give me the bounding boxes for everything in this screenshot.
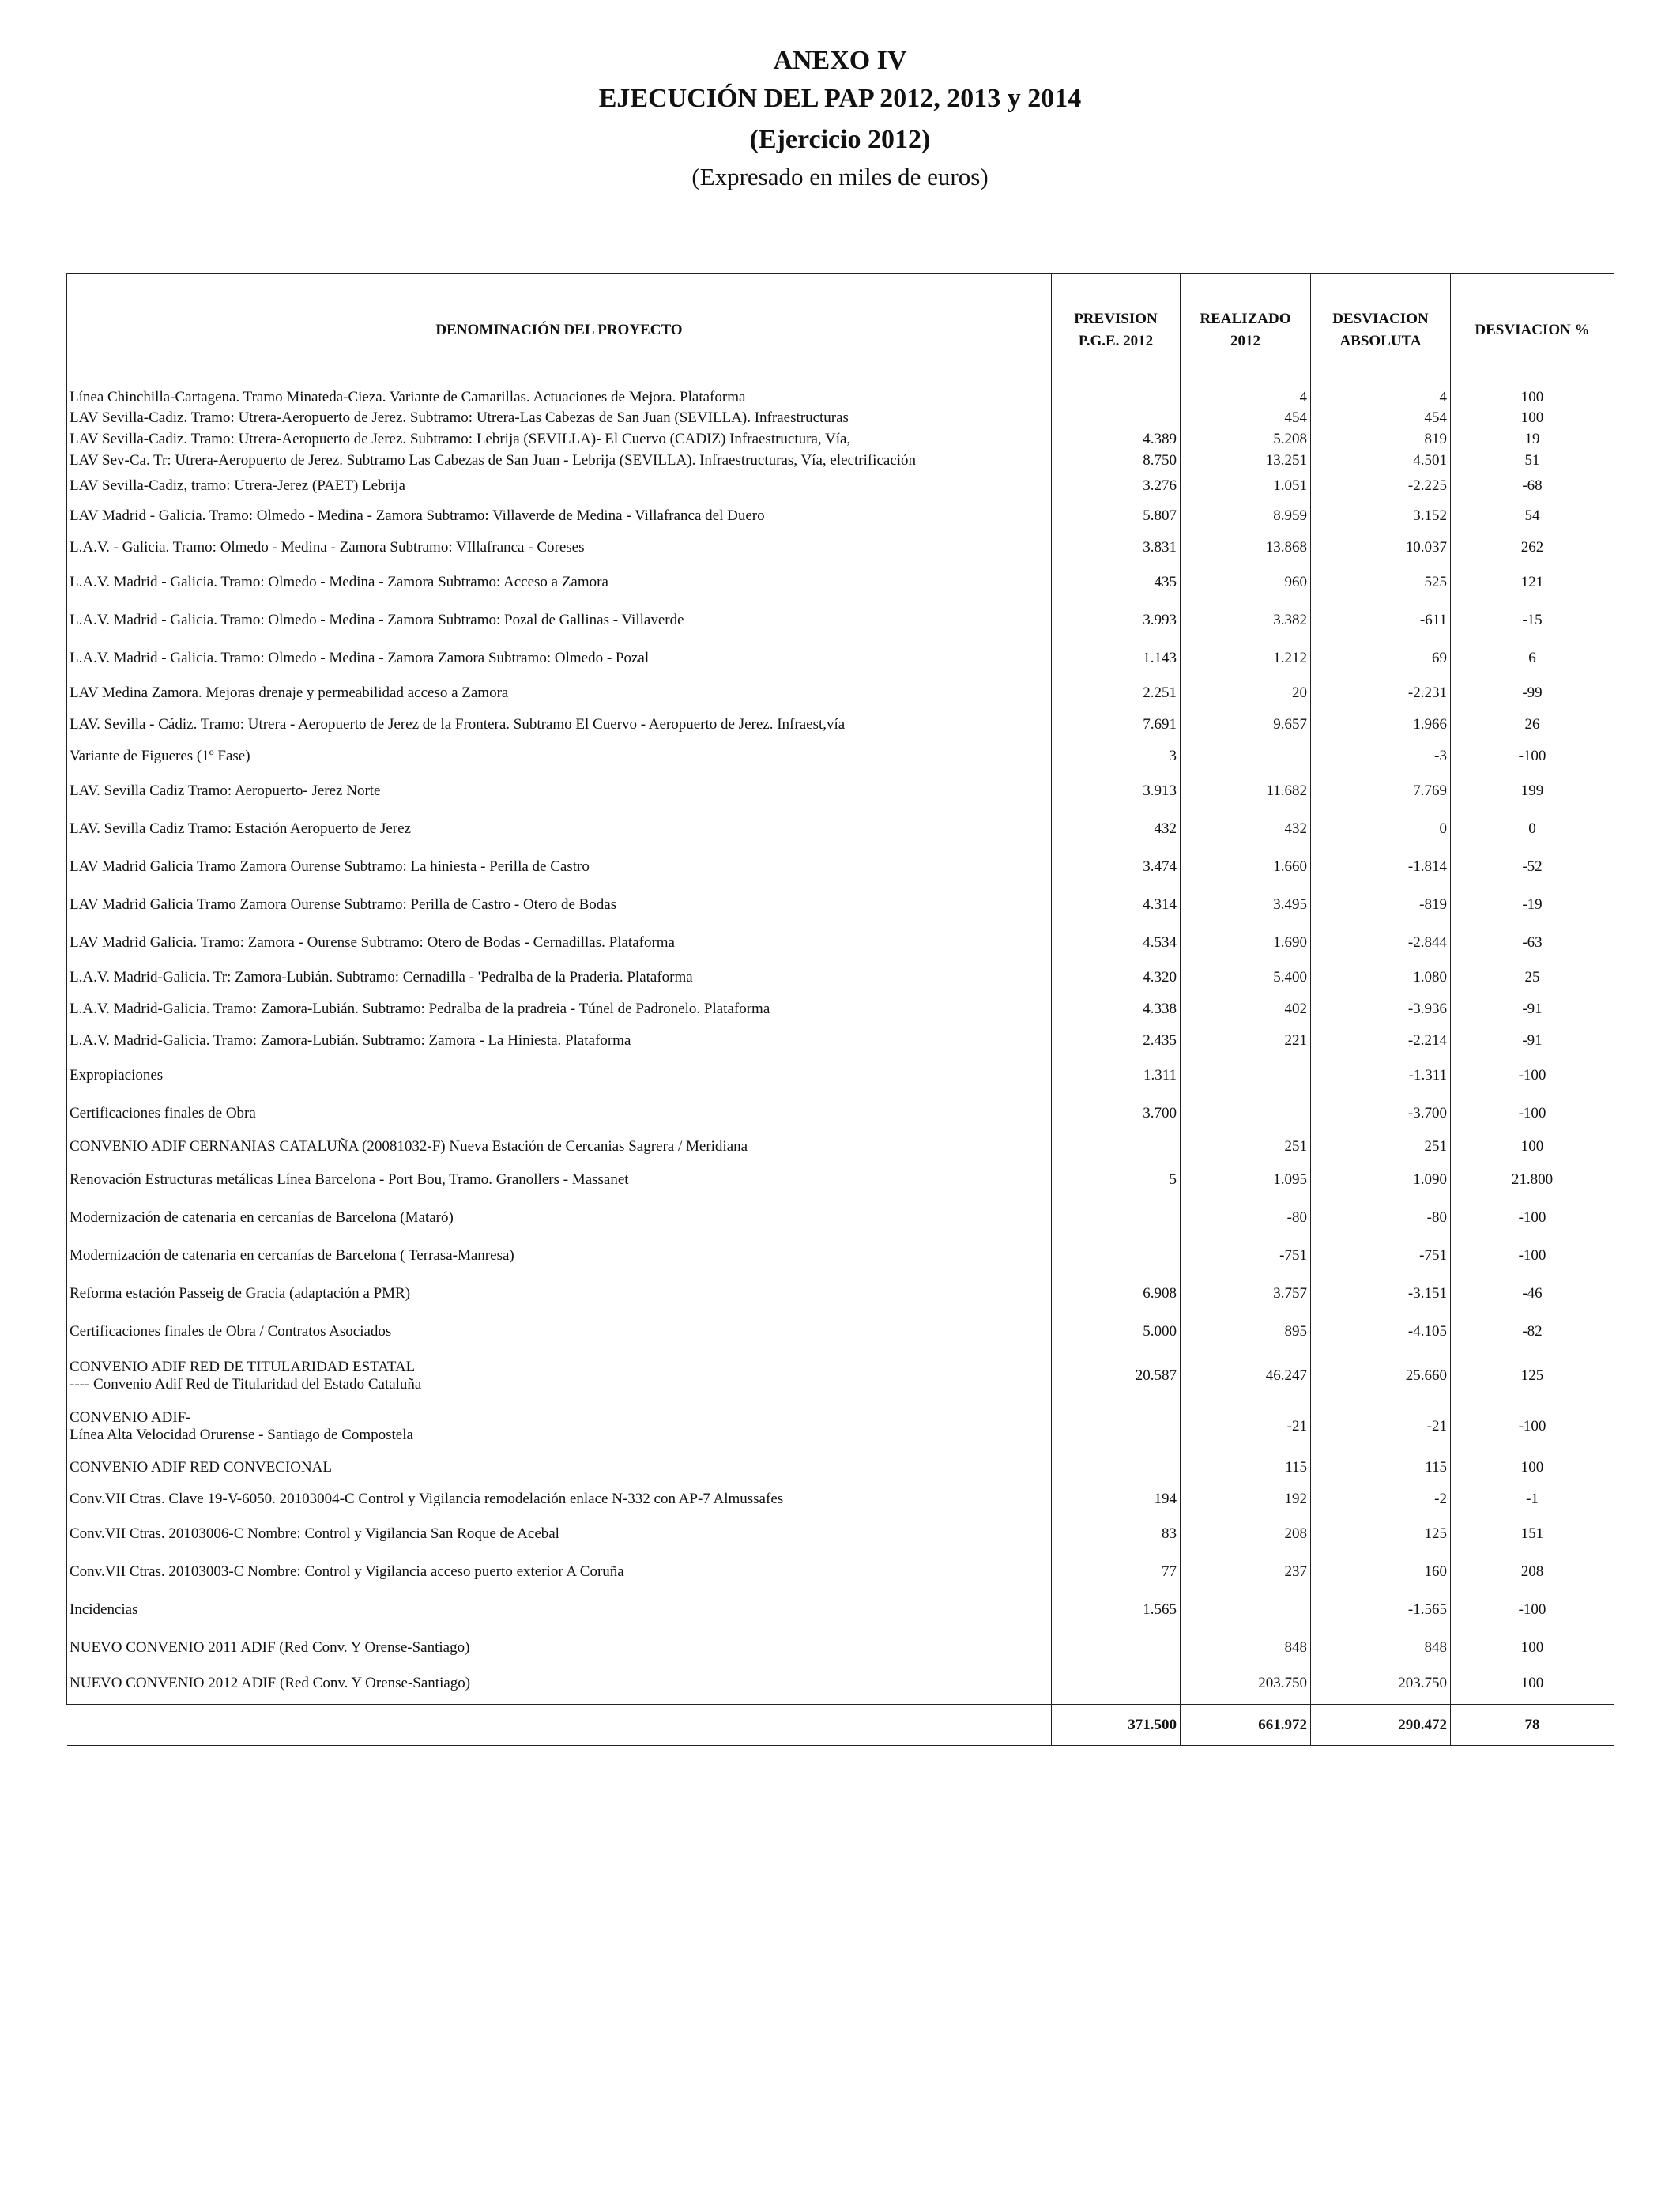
- total-desviacion-pct: 78: [1451, 1705, 1614, 1746]
- total-realizado: 661.972: [1181, 1705, 1311, 1746]
- table-row: [67, 472, 1614, 500]
- realizado-value: [1181, 1095, 1311, 1133]
- realizado-value: 20: [1181, 677, 1311, 709]
- realizado-value: 11.682: [1181, 772, 1311, 810]
- project-name: Conv.VII Ctras. 20103006-C Nombre: Control y Vigilancia San Roque de Acebal: [67, 1515, 1052, 1553]
- prevision-value: 3.993: [1052, 601, 1181, 639]
- exercise-subtitle: (Ejercicio 2012): [749, 125, 931, 154]
- desviacion-absoluta-value: 819: [1311, 429, 1451, 450]
- desviacion-absoluta-value: 1.090: [1311, 1161, 1451, 1199]
- desviacion-pct-value: 25: [1451, 962, 1614, 993]
- prevision-value: 3.831: [1052, 532, 1181, 564]
- desviacion-absoluta-value: -3.936: [1311, 993, 1451, 1025]
- project-name: LAV Sevilla-Cadiz, tramo: Utrera-Jerez (PAET) Lebrija: [67, 472, 1052, 500]
- realizado-value: 1.660: [1181, 848, 1311, 886]
- desviacion-pct-value: 125: [1451, 1351, 1614, 1401]
- realizado-value: [1181, 741, 1311, 772]
- prevision-value: 1.311: [1052, 1057, 1181, 1095]
- realizado-value: 1.212: [1181, 639, 1311, 677]
- prevision-value: 3.700: [1052, 1095, 1181, 1133]
- table-row: [67, 772, 1614, 810]
- prevision-value: 5.000: [1052, 1313, 1181, 1351]
- desviacion-absoluta-value: 525: [1311, 564, 1451, 601]
- prevision-value: 6.908: [1052, 1275, 1181, 1313]
- project-name: CONVENIO ADIF CERNANIAS CATALUÑA (20081032-F) Nueva Estación de Cercanias Sagrera / Meridiana: [67, 1133, 1052, 1161]
- desviacion-absoluta-value: 4.501: [1311, 450, 1451, 472]
- table-row: [67, 1351, 1614, 1401]
- prevision-value: [1052, 1401, 1181, 1452]
- desviacion-pct-value: -100: [1451, 1401, 1614, 1452]
- realizado-value: 848: [1181, 1629, 1311, 1667]
- project-name: Variante de Figueres (1º Fase): [67, 741, 1052, 772]
- realizado-value: 5.208: [1181, 429, 1311, 450]
- prevision-value: [1052, 1667, 1181, 1705]
- desviacion-pct-value: -52: [1451, 848, 1614, 886]
- table-row: [67, 962, 1614, 993]
- project-name: LAV. Sevilla Cadiz Tramo: Estación Aeropuerto de Jerez: [67, 810, 1052, 848]
- prevision-value: 432: [1052, 810, 1181, 848]
- desviacion-pct-value: 0: [1451, 810, 1614, 848]
- project-name: CONVENIO ADIF RED DE TITULARIDAD ESTATAL ---- Convenio Adif Red de Titularidad del Estado Cataluña: [67, 1351, 1052, 1401]
- desviacion-pct-value: -82: [1451, 1313, 1614, 1351]
- table-row: [67, 709, 1614, 741]
- realizado-value: 221: [1181, 1025, 1311, 1057]
- table-row: [67, 429, 1614, 450]
- table-row: [67, 1591, 1614, 1629]
- execution-table-container: [66, 273, 1614, 1746]
- prevision-value: [1052, 1199, 1181, 1237]
- desviacion-absoluta-value: -2.844: [1311, 924, 1451, 962]
- realizado-value: 9.657: [1181, 709, 1311, 741]
- prevision-value: 5: [1052, 1161, 1181, 1199]
- prevision-value: 83: [1052, 1515, 1181, 1553]
- prevision-value: 2.435: [1052, 1025, 1181, 1057]
- realizado-value: 3.495: [1181, 886, 1311, 924]
- realizado-value: 402: [1181, 993, 1311, 1025]
- desviacion-absoluta-value: 454: [1311, 408, 1451, 429]
- realizado-value: 895: [1181, 1313, 1311, 1351]
- desviacion-pct-value: 51: [1451, 450, 1614, 472]
- table-row: [67, 1095, 1614, 1133]
- desviacion-pct-value: 6: [1451, 639, 1614, 677]
- desviacion-absoluta-value: -751: [1311, 1237, 1451, 1275]
- realizado-value: -751: [1181, 1237, 1311, 1275]
- realizado-value: 432: [1181, 810, 1311, 848]
- prevision-value: [1052, 1133, 1181, 1161]
- col-header-name: DENOMINACIÓN DEL PROYECTO: [67, 274, 1052, 386]
- desviacion-absoluta-value: 125: [1311, 1515, 1451, 1553]
- project-name: LAV Sevilla-Cadiz. Tramo: Utrera-Aeropuerto de Jerez. Subtramo: Lebrija (SEVILLA)- El Cuervo (CADIZ) Infraestructura, Vía,: [67, 429, 1052, 450]
- project-name: CONVENIO ADIF RED CONVECIONAL: [67, 1452, 1052, 1483]
- realizado-value: 3.757: [1181, 1275, 1311, 1313]
- project-name: LAV Madrid - Galicia. Tramo: Olmedo - Medina - Zamora Subtramo: Villaverde de Medina - Villafranca del Duero: [67, 500, 1052, 532]
- desviacion-absoluta-value: -3: [1311, 741, 1451, 772]
- desviacion-absoluta-value: -3.151: [1311, 1275, 1451, 1313]
- realizado-value: -21: [1181, 1401, 1311, 1452]
- col-header-desviacion-pct: DESVIACION %: [1451, 274, 1614, 386]
- project-name: LAV Medina Zamora. Mejoras drenaje y permeabilidad acceso a Zamora: [67, 677, 1052, 709]
- desviacion-pct-value: 100: [1451, 1133, 1614, 1161]
- desviacion-pct-value: -1: [1451, 1483, 1614, 1515]
- realizado-value: 960: [1181, 564, 1311, 601]
- col-header-desviacion-absoluta: DESVIACION ABSOLUTA: [1311, 274, 1451, 386]
- desviacion-pct-value: -99: [1451, 677, 1614, 709]
- prevision-value: 194: [1052, 1483, 1181, 1515]
- project-name: L.A.V. Madrid-Galicia. Tramo: Zamora-Lubián. Subtramo: Zamora - La Hiniesta. Plataforma: [67, 1025, 1052, 1057]
- table-row: [67, 500, 1614, 532]
- desviacion-pct-value: 208: [1451, 1553, 1614, 1591]
- realizado-value: 3.382: [1181, 601, 1311, 639]
- desviacion-absoluta-value: 115: [1311, 1452, 1451, 1483]
- desviacion-pct-value: -100: [1451, 1199, 1614, 1237]
- table-row: [67, 677, 1614, 709]
- table-row: [67, 532, 1614, 564]
- table-row: [67, 810, 1614, 848]
- project-name: LAV Sev-Ca. Tr: Utrera-Aeropuerto de Jerez. Subtramo Las Cabezas de San Juan - Lebrija (SEVILLA). Infraestructuras, Vía, electrificación: [67, 450, 1052, 472]
- realizado-value: 203.750: [1181, 1667, 1311, 1705]
- desviacion-pct-value: 26: [1451, 709, 1614, 741]
- realizado-value: 1.690: [1181, 924, 1311, 962]
- project-name: L.A.V. - Galicia. Tramo: Olmedo - Medina - Zamora Subtramo: VIllafranca - Coreses: [67, 532, 1052, 564]
- prevision-value: [1052, 1629, 1181, 1667]
- desviacion-pct-value: -100: [1451, 1095, 1614, 1133]
- table-row: [67, 408, 1614, 429]
- project-name: Modernización de catenaria en cercanías de Barcelona ( Terrasa-Manresa): [67, 1237, 1052, 1275]
- project-name: L.A.V. Madrid-Galicia. Tramo: Zamora-Lubián. Subtramo: Pedralba de la pradreia - Túnel de Padronelo. Plataforma: [67, 993, 1052, 1025]
- desviacion-pct-value: -63: [1451, 924, 1614, 962]
- prevision-value: [1052, 386, 1181, 408]
- prevision-value: 3.276: [1052, 472, 1181, 500]
- table-header-row: [67, 274, 1614, 386]
- prevision-value: 435: [1052, 564, 1181, 601]
- desviacion-pct-value: -19: [1451, 886, 1614, 924]
- table-row: [67, 601, 1614, 639]
- realizado-value: 1.095: [1181, 1161, 1311, 1199]
- table-row: [67, 1057, 1614, 1095]
- realizado-value: -80: [1181, 1199, 1311, 1237]
- desviacion-absoluta-value: 25.660: [1311, 1351, 1451, 1401]
- prevision-value: 2.251: [1052, 677, 1181, 709]
- table-row: [67, 1515, 1614, 1553]
- project-name: CONVENIO ADIF- Línea Alta Velocidad Orurense - Santiago de Compostela: [67, 1401, 1052, 1452]
- project-name: Línea Chinchilla-Cartagena. Tramo Minateda-Cieza. Variante de Camarillas. Actuaciones de Mejora. Plataforma: [67, 386, 1052, 408]
- prevision-value: 8.750: [1052, 450, 1181, 472]
- project-name: NUEVO CONVENIO 2012 ADIF (Red Conv. Y Orense-Santiago): [67, 1667, 1052, 1705]
- project-name: Expropiaciones: [67, 1057, 1052, 1095]
- desviacion-pct-value: 19: [1451, 429, 1614, 450]
- project-name: LAV Sevilla-Cadiz. Tramo: Utrera-Aeropuerto de Jerez. Subtramo: Utrera-Las Cabezas de San Juan (SEVILLA). Infraestructuras: [67, 408, 1052, 429]
- table-row: [67, 1237, 1614, 1275]
- desviacion-pct-value: 54: [1451, 500, 1614, 532]
- table-row: [67, 1025, 1614, 1057]
- execution-table: [66, 273, 1614, 1746]
- desviacion-pct-value: -100: [1451, 1591, 1614, 1629]
- table-row: [67, 1161, 1614, 1199]
- realizado-value: 454: [1181, 408, 1311, 429]
- desviacion-pct-value: 100: [1451, 1452, 1614, 1483]
- prevision-value: [1052, 1237, 1181, 1275]
- project-name: Reforma estación Passeig de Gracia (adaptación a PMR): [67, 1275, 1052, 1313]
- prevision-value: 4.314: [1052, 886, 1181, 924]
- table-row: [67, 1553, 1614, 1591]
- table-row: [67, 386, 1614, 408]
- table-row: [67, 1483, 1614, 1515]
- desviacion-absoluta-value: -21: [1311, 1401, 1451, 1452]
- realizado-value: 192: [1181, 1483, 1311, 1515]
- project-name: Certificaciones finales de Obra / Contratos Asociados: [67, 1313, 1052, 1351]
- project-name: LAV Madrid Galicia Tramo Zamora Ourense Subtramo: La hiniesta - Perilla de Castro: [67, 848, 1052, 886]
- desviacion-pct-value: -100: [1451, 1237, 1614, 1275]
- desviacion-absoluta-value: -4.105: [1311, 1313, 1451, 1351]
- desviacion-pct-value: 100: [1451, 408, 1614, 429]
- project-name: Renovación Estructuras metálicas Línea Barcelona - Port Bou, Tramo. Granollers - Massanet: [67, 1161, 1052, 1199]
- desviacion-absoluta-value: 251: [1311, 1133, 1451, 1161]
- table-row: [67, 741, 1614, 772]
- totals-row: [67, 1705, 1614, 1746]
- desviacion-absoluta-value: -1.311: [1311, 1057, 1451, 1095]
- desviacion-pct-value: -100: [1451, 741, 1614, 772]
- desviacion-pct-value: 21.800: [1451, 1161, 1614, 1199]
- desviacion-absoluta-value: 848: [1311, 1629, 1451, 1667]
- realizado-value: 208: [1181, 1515, 1311, 1553]
- table-row: [67, 993, 1614, 1025]
- desviacion-absoluta-value: 3.152: [1311, 500, 1451, 532]
- realizado-value: 5.400: [1181, 962, 1311, 993]
- desviacion-absoluta-value: -80: [1311, 1199, 1451, 1237]
- desviacion-pct-value: -91: [1451, 1025, 1614, 1057]
- project-name: L.A.V. Madrid-Galicia. Tr: Zamora-Lubián. Subtramo: Cernadilla - 'Pedralba de la Praderia. Plataforma: [67, 962, 1052, 993]
- table-row: [67, 886, 1614, 924]
- units-note: (Expresado en miles de euros): [691, 163, 989, 190]
- table-row: [67, 924, 1614, 962]
- project-name: Modernización de catenaria en cercanías de Barcelona (Mataró): [67, 1199, 1052, 1237]
- desviacion-pct-value: 100: [1451, 1667, 1614, 1705]
- prevision-value: 1.565: [1052, 1591, 1181, 1629]
- project-name: Conv.VII Ctras. 20103003-C Nombre: Control y Vigilancia acceso puerto exterior A Coruña: [67, 1553, 1052, 1591]
- table-row: [67, 1275, 1614, 1313]
- table-row: [67, 1133, 1614, 1161]
- prevision-value: 4.389: [1052, 429, 1181, 450]
- project-name: LAV. Sevilla - Cádiz. Tramo: Utrera - Aeropuerto de Jerez de la Frontera. Subtramo El Cuervo - Aeropuerto de Jerez. Infraest,vía: [67, 709, 1052, 741]
- desviacion-pct-value: 262: [1451, 532, 1614, 564]
- desviacion-pct-value: -100: [1451, 1057, 1614, 1095]
- total-prevision: 371.500: [1052, 1705, 1181, 1746]
- desviacion-absoluta-value: -1.565: [1311, 1591, 1451, 1629]
- desviacion-absoluta-value: 203.750: [1311, 1667, 1451, 1705]
- table-row: [67, 1629, 1614, 1667]
- desviacion-absoluta-value: 7.769: [1311, 772, 1451, 810]
- prevision-value: 77: [1052, 1553, 1181, 1591]
- project-name: L.A.V. Madrid - Galicia. Tramo: Olmedo - Medina - Zamora Zamora Subtramo: Olmedo - Pozal: [67, 639, 1052, 677]
- table-body: [67, 386, 1614, 1705]
- desviacion-pct-value: -15: [1451, 601, 1614, 639]
- desviacion-absoluta-value: -819: [1311, 886, 1451, 924]
- prevision-value: 5.807: [1052, 500, 1181, 532]
- desviacion-absoluta-value: -611: [1311, 601, 1451, 639]
- table-row: [67, 848, 1614, 886]
- project-name: NUEVO CONVENIO 2011 ADIF (Red Conv. Y Orense-Santiago): [67, 1629, 1052, 1667]
- realizado-value: 13.251: [1181, 450, 1311, 472]
- project-name: Certificaciones finales de Obra: [67, 1095, 1052, 1133]
- prevision-value: 1.143: [1052, 639, 1181, 677]
- table-row: [67, 564, 1614, 601]
- desviacion-pct-value: 121: [1451, 564, 1614, 601]
- realizado-value: 8.959: [1181, 500, 1311, 532]
- prevision-value: 3: [1052, 741, 1181, 772]
- project-name: L.A.V. Madrid - Galicia. Tramo: Olmedo - Medina - Zamora Subtramo: Pozal de Gallinas - Villaverde: [67, 601, 1052, 639]
- prevision-value: 3.474: [1052, 848, 1181, 886]
- col-header-realizado: REALIZADO 2012: [1181, 274, 1311, 386]
- desviacion-absoluta-value: -2.225: [1311, 472, 1451, 500]
- prevision-value: 4.320: [1052, 962, 1181, 993]
- prevision-value: 7.691: [1052, 709, 1181, 741]
- table-row: [67, 639, 1614, 677]
- realizado-value: [1181, 1591, 1311, 1629]
- project-name: Incidencias: [67, 1591, 1052, 1629]
- totals-label-cell: [67, 1705, 1052, 1746]
- table-row: [67, 1199, 1614, 1237]
- desviacion-pct-value: 151: [1451, 1515, 1614, 1553]
- desviacion-pct-value: 199: [1451, 772, 1614, 810]
- desviacion-pct-value: 100: [1451, 1629, 1614, 1667]
- desviacion-absoluta-value: -2.231: [1311, 677, 1451, 709]
- project-name: Conv.VII Ctras. Clave 19-V-6050. 20103004-C Control y Vigilancia remodelación enlace N-332 con AP-7 Almussafes: [67, 1483, 1052, 1515]
- table-row: [67, 450, 1614, 472]
- desviacion-absoluta-value: 4: [1311, 386, 1451, 408]
- realizado-value: 4: [1181, 386, 1311, 408]
- desviacion-absoluta-value: -2.214: [1311, 1025, 1451, 1057]
- desviacion-pct-value: -91: [1451, 993, 1614, 1025]
- realizado-value: [1181, 1057, 1311, 1095]
- col-header-prevision: PREVISION P.G.E. 2012: [1052, 274, 1181, 386]
- realizado-value: 115: [1181, 1452, 1311, 1483]
- prevision-value: 4.534: [1052, 924, 1181, 962]
- prevision-value: [1052, 1452, 1181, 1483]
- realizado-value: 1.051: [1181, 472, 1311, 500]
- prevision-value: 3.913: [1052, 772, 1181, 810]
- realizado-value: 46.247: [1181, 1351, 1311, 1401]
- desviacion-absoluta-value: -3.700: [1311, 1095, 1451, 1133]
- prevision-value: 20.587: [1052, 1351, 1181, 1401]
- prevision-value: [1052, 408, 1181, 429]
- table-row: [67, 1667, 1614, 1705]
- total-desviacion-absoluta: 290.472: [1311, 1705, 1451, 1746]
- desviacion-pct-value: 100: [1451, 386, 1614, 408]
- desviacion-absoluta-value: 0: [1311, 810, 1451, 848]
- prevision-value: 4.338: [1052, 993, 1181, 1025]
- annex-title: ANEXO IV: [773, 46, 907, 75]
- table-row: [67, 1452, 1614, 1483]
- realizado-value: 251: [1181, 1133, 1311, 1161]
- realizado-value: 13.868: [1181, 532, 1311, 564]
- desviacion-absoluta-value: 160: [1311, 1553, 1451, 1591]
- table-row: [67, 1401, 1614, 1452]
- project-name: LAV Madrid Galicia. Tramo: Zamora - Ourense Subtramo: Otero de Bodas - Cernadillas. Plataforma: [67, 924, 1052, 962]
- desviacion-absoluta-value: 10.037: [1311, 532, 1451, 564]
- table-row: [67, 1313, 1614, 1351]
- desviacion-absoluta-value: 69: [1311, 639, 1451, 677]
- desviacion-absoluta-value: -1.814: [1311, 848, 1451, 886]
- desviacion-pct-value: -68: [1451, 472, 1614, 500]
- document-title: EJECUCIÓN DEL PAP 2012, 2013 y 2014: [598, 84, 1082, 113]
- desviacion-absoluta-value: 1.966: [1311, 709, 1451, 741]
- desviacion-absoluta-value: 1.080: [1311, 962, 1451, 993]
- desviacion-pct-value: -46: [1451, 1275, 1614, 1313]
- project-name: LAV Madrid Galicia Tramo Zamora Ourense Subtramo: Perilla de Castro - Otero de Bodas: [67, 886, 1052, 924]
- desviacion-absoluta-value: -2: [1311, 1483, 1451, 1515]
- project-name: LAV. Sevilla Cadiz Tramo: Aeropuerto- Jerez Norte: [67, 772, 1052, 810]
- project-name: L.A.V. Madrid - Galicia. Tramo: Olmedo - Medina - Zamora Subtramo: Acceso a Zamora: [67, 564, 1052, 601]
- realizado-value: 237: [1181, 1553, 1311, 1591]
